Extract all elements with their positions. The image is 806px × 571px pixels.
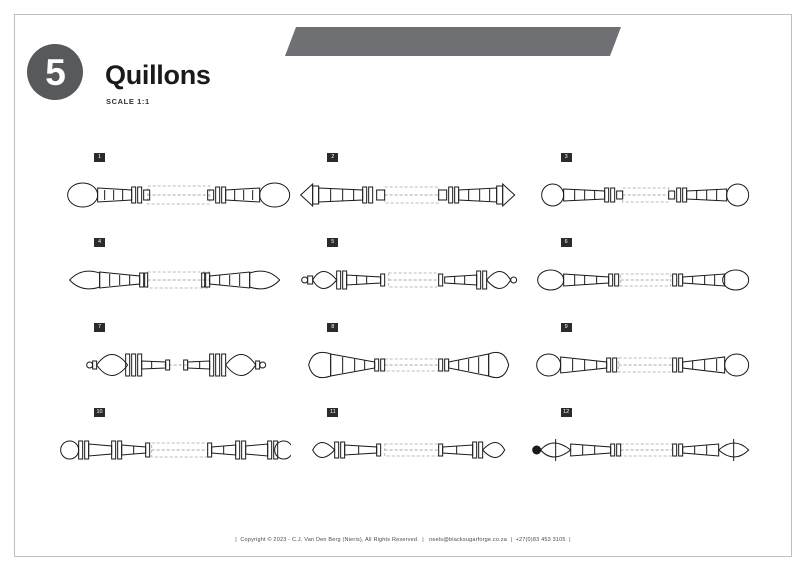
footer-text: | Copyright © 2023 - C.J. Van Den Berg (Nieris), All Rights Reserved. | neels@blacksugarforge.co.za | +27(0)83 453 3105 |	[235, 537, 571, 543]
quillon-cell[interactable]	[291, 403, 524, 488]
quillon-index-badge: 5	[327, 238, 338, 247]
quillon-cell[interactable]	[58, 233, 291, 318]
quillon-cell[interactable]	[291, 148, 524, 233]
quillon-cell[interactable]	[58, 403, 291, 488]
quillon-cell[interactable]	[58, 318, 291, 403]
quillon-cell[interactable]	[525, 233, 758, 318]
quillon-drawing-12	[525, 419, 758, 481]
quillon-drawing-2	[291, 164, 524, 226]
quillon-index-badge: 9	[561, 323, 572, 332]
quillon-index-badge: 12	[561, 408, 572, 417]
quillon-drawing-9	[525, 334, 758, 396]
quillon-drawing-4	[58, 249, 291, 311]
quillon-drawing-8	[291, 334, 524, 396]
quillon-cell[interactable]	[58, 148, 291, 233]
quillon-index-badge: 3	[561, 153, 572, 162]
quillon-drawing-7	[58, 334, 291, 396]
quillon-cell[interactable]	[525, 318, 758, 403]
page-title: Quillons	[105, 60, 211, 90]
quillon-index-badge: 10	[94, 408, 105, 417]
quillon-index-badge: 11	[327, 408, 338, 417]
quillon-grid	[58, 148, 758, 488]
quillon-index-badge: 8	[327, 323, 338, 332]
quillon-index-badge: 2	[327, 153, 338, 162]
quillon-cell[interactable]	[291, 318, 524, 403]
quillon-index-badge: 1	[94, 153, 105, 162]
footer-copyright	[0, 537, 806, 543]
header-banner-shape	[285, 27, 621, 56]
quillon-drawing-6	[525, 249, 758, 311]
quillon-index-badge: 4	[94, 238, 105, 247]
quillon-drawing-3	[525, 164, 758, 226]
section-number-badge: 5	[27, 44, 83, 100]
quillon-cell[interactable]	[291, 233, 524, 318]
quillon-drawing-11	[291, 419, 524, 481]
quillon-drawing-10	[58, 419, 291, 481]
quillon-index-badge: 7	[94, 323, 105, 332]
quillon-index-badge: 6	[561, 238, 572, 247]
quillon-drawing-1	[58, 164, 291, 226]
scale-note: SCALE 1:1	[106, 97, 150, 106]
quillon-cell[interactable]	[525, 403, 758, 488]
quillon-cell[interactable]	[525, 148, 758, 233]
quillon-drawing-5	[291, 249, 524, 311]
